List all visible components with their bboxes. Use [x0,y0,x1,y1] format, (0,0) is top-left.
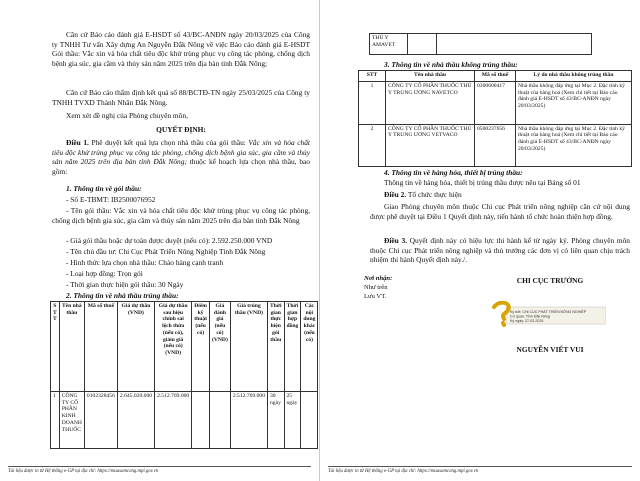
document-page-left [0,0,319,481]
section-4-heading: 4. Thông tin về hàng hóa, thiết bị trúng thầu: [384,168,523,177]
col-bidder: Tên nhà thầu [386,71,475,82]
recipient-item: Như trên [364,284,388,291]
cell-empty [408,34,437,55]
col-tax-code: Mã số thuế [84,302,117,392]
col-bid-price: Giá dự thầu (VND) [117,302,154,392]
info-method: - Hình thức lựa chọn nhà thầu: Chào hàng cạnh tranh [66,258,224,267]
article-1-package-name: Vắc xin và hóa chất tiêu độc khử trùng phục vụ công tác phòng, chống dịch bệnh gia súc, gia cầm và thủy sản năm 2025 trên địa bàn tỉnh Đắk Nông; [52,138,310,167]
col-eval-price: Giá đánh giá (nếu có) (VND) [209,302,230,392]
col-award-price: Giá trúng thầu (VND) [230,302,267,392]
cell-exec-time: 30 ngày [268,392,285,449]
para-consider: Xem xét đề nghị của Phòng chuyên môn, [66,111,188,120]
cell-tech-score [192,392,210,449]
cell-bidder-continued: THÚ Y AMAVET [370,34,408,55]
article-1-text-a: Phê duyệt kết quả lựa chọn nhà thầu của gói thầu: [91,138,249,147]
col-stt: S T T [51,302,60,392]
footer-note-right: Tài liệu được in từ Hệ thống e-GP tại địa chỉ: https://muasamcong.mpi.gov.vn [328,469,479,474]
signature-graphic [486,301,606,329]
table-row [51,392,318,449]
col-tech-score: Điểm kỹ thuật (nếu có) [192,302,210,392]
article-2-label: Điều 2. [384,190,407,199]
article-2-text: Giao Phòng chuyên môn thuộc Chi cục Phát triển nông nghiệp căn cứ nội dung được phê duyệt tại Điều 1 Quyết định này, tiến hành tổ chức hoàn thiện hợp đồng. [370,202,630,221]
article-3-label: Điều 3. [384,236,407,245]
cell-bidder: CÔNG TY CỔ PHẦN THUỐC THÚ Y TRUNG ƯƠNG NAVETCO [386,82,475,125]
col-stt: STT [359,71,386,82]
table-header-row [359,71,632,82]
cell-bid-price: 2.645.020.000 [117,392,154,449]
cell-stt: 2 [359,124,386,167]
article-1-text-c: thuộc kế hoạch lựa chọn nhà thầu, bao gồm: [52,157,310,176]
decision-heading: QUYẾT ĐỊNH: [156,125,206,134]
col-tax-code: Mã số thuế [475,71,516,82]
footer-rule [328,466,632,467]
col-other: Các nội dung khác (nếu có) [301,302,318,392]
cell-contract-time: 25 ngày [284,392,301,449]
recipients-label: Nơi nhận: [364,275,393,282]
cell-reason: Nhà thầu không đáp ứng tại Mục 2. Đặc tính kỹ thuật của hàng hoá (Xem chi tiết tại Báo cáo đánh giá E-HSDT số 43/BC-ANĐN ngày 20/03/2025) [516,82,632,125]
info-investor: - Tên chủ đầu tư: Chi Cục Phát Triển Nông Nghiệp Tỉnh Đắk Nông [66,247,266,256]
cell-tax-code: 0300600417 [475,82,516,125]
section-3-heading: 3. Thông tin về nhà thầu không trúng thầu: [384,60,518,69]
losing-bidders-table [358,70,632,167]
cell-stt: 1 [51,392,60,449]
footer-note-left: Tài liệu được in từ Hệ thống e-GP tại địa chỉ: https://muasamcong.mpi.gov.vn [8,469,159,474]
col-exec-time: Thời gian thực hiện gói thầu [268,302,285,392]
cell-adjusted-price: 2.512.769.000 [155,392,192,449]
winner-table-continued [369,33,592,55]
cell-bidder: CÔNG TY CỔ PHẦN THUỐC THÚ Y TRUNG ƯƠNG VETVACO [386,124,475,167]
digital-signature-stamp [486,301,606,329]
col-contract-time: Thời gian hợp đồng [284,302,301,392]
signer-name: NGUYỄN VIẾT VUI [516,345,584,354]
table-row [370,34,592,55]
para-basis-report: Căn cứ Báo cáo đánh giá E-HSDT số 43/BC-ANĐN ngày 20/03/2025 của Công ty TNHH Tư vấn Xây dựng An Nguyễn Đắk Nông về việc Báo cáo đánh giá E-HSDT Gói thầu: Vắc xin và hóa chất tiêu độc khử trùng phục vụ công tác phòng, chống dịch bệnh gia súc, gia cầm và thủy sản năm 2025 trên địa bàn tỉnh Đắk Nông; [52,30,310,68]
document-page-right [320,0,640,481]
table-header-row [51,302,318,392]
cell-tax-code: 0500237656 [475,124,516,167]
cell-reason: Nhà thầu không đáp ứng tại Mục 2. Đặc tính kỹ thuật của hàng hoá (Xem chi tiết tại Báo cáo đánh giá E-HSDT số 43/BC-ANĐN ngày 20/03/2025) [516,124,632,167]
stamp-line-2: Cơ quan: Tỉnh Đắk Nông [510,314,550,319]
cell-stt: 1 [359,82,386,125]
cell-award-price: 2.512.769.000 [230,392,267,449]
info-budget: - Giá gói thầu hoặc dự toán được duyệt (nếu có): 2.592.250.000 VND [66,236,273,245]
signer-title: CHI CỤC TRƯỞNG [516,276,584,285]
section-4-text: Thông tin về hàng hóa, thiết bị trúng thầu được nêu tại Bảng số 01 [384,178,581,187]
recipient-item: Lưu VT. [364,293,387,300]
section-2-heading: 2. Thông tin về nhà thầu trúng thầu: [66,291,179,300]
stamp-line-3: Ký ngày: 27-03-2025 [510,319,544,323]
section-1-heading: 1. Thông tin về gói thầu: [66,184,142,193]
info-contract-type: - Loại hợp đồng: Trọn gói [66,269,143,278]
article-1 [52,138,310,176]
cell-eval-price [209,392,230,449]
col-reason: Lý do nhà thầu không trúng thầu [516,71,632,82]
winner-table [50,301,318,449]
article-1-label: Điều 1. [66,138,89,147]
col-adjusted-price: Giá dự thầu sau hiệu chỉnh sai lệch thừa (nếu có), giảm giá (nếu có) (VND) [155,302,192,392]
article-3-text: Quyết định này có hiệu lực thi hành kể từ ngày ký. Phòng chuyên môn thuộc Chi cục Phát triển nông nghiệp và thủ trưởng các đơn vị có liên quan chịu trách nhiệm thi hành Quyết định này./. [370,236,630,265]
info-package-name: - Tên gói thầu: Vắc xin và hóa chất tiêu độc khử trùng phục vụ công tác phòng, chống dịch bệnh gia súc, gia cầm và thủy sản năm 2025 trên địa bàn tỉnh Đắk Nông [52,206,310,225]
para-basis-appraisal: Căn cứ Báo cáo thẩm định kết quả số 88/BCTĐ-TN ngày 25/03/2025 của Công ty TNHH TVXD Thành Nhân Đắk Nông. [52,88,310,107]
cell-other [301,392,318,449]
footer-rule [8,466,311,467]
article-3 [370,236,630,265]
table-row [359,124,632,167]
stamp-line-1: Ký bởi: CHI CỤC PHÁT TRIỂN NÔNG NGHIỆP [510,310,587,314]
cell-tax-code: 0102328456 [84,392,117,449]
info-etbmt: - Số E-TBMT: IB2500076952 [66,195,156,204]
article-2-title: Tổ chức thực hiện [406,190,462,199]
cell-empty [437,34,592,55]
article-2-heading [370,190,630,200]
info-duration: - Thời gian thực hiện gói thầu: 30 Ngày [66,280,184,289]
col-bidder: Tên nhà thầu [59,302,84,392]
cell-bidder: CÔNG TY CỔ PHẦN KINH DOANH THUỐC [59,392,84,449]
table-row [359,82,632,125]
